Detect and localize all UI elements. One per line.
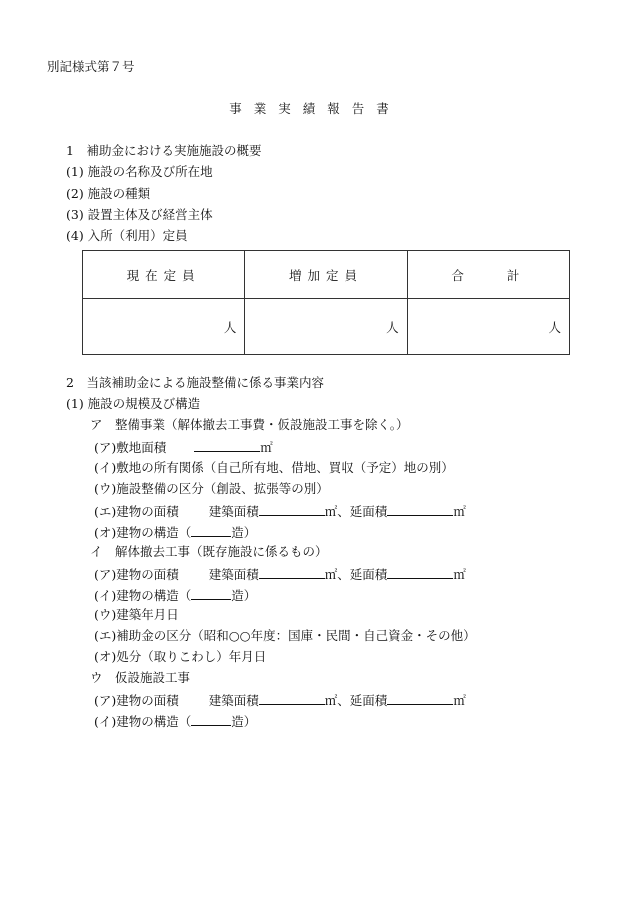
section1-item-1: (1) 施設の名称及び所在地: [66, 164, 213, 179]
i-floor-area-blank: [387, 565, 453, 579]
u-building-area: [94, 691, 466, 709]
a-structure-blank: [191, 523, 231, 537]
section1-item-3: (3) 設置主体及び経営主体: [66, 207, 213, 222]
a-floor-area-blank: [387, 502, 453, 516]
u-building-area-blank: [259, 691, 325, 705]
a-site-area: [94, 438, 273, 456]
header-increased-capacity: 増加定員: [245, 251, 407, 299]
form-number: 別記様式第７号: [47, 59, 135, 74]
a-site-area-blank: [194, 438, 260, 452]
a-structure: [94, 523, 256, 541]
header-current-capacity: 現在定員: [83, 251, 245, 299]
section2-sub1: (1) 施設の規模及び構造: [66, 396, 201, 411]
a-structure-suffix: 造）: [231, 525, 257, 540]
a-structure-label: (オ)建物の構造（: [94, 525, 192, 540]
cell-increased-capacity-unit: 人: [245, 299, 407, 355]
i-floor-area-label: 、延面積: [337, 567, 388, 582]
u-structure: [94, 712, 256, 730]
u-structure-blank: [191, 712, 231, 726]
i-building-area-label: 建築面積: [208, 567, 259, 582]
u-structure-label: (イ)建物の構造（: [94, 714, 192, 729]
i-disposal-date: (オ)処分（取りこわし）年月日: [94, 649, 267, 664]
u-floor-area-unit: ㎡: [453, 693, 466, 708]
document-title: 事業実績報告書: [229, 101, 401, 116]
u-bldg-area-label: (ア)建物の面積: [94, 693, 179, 708]
i-structure-blank: [191, 586, 231, 600]
i-structure-label: (イ)建物の構造（: [94, 588, 192, 603]
i-heading: イ 解体撤去工事（既存施設に係るもの）: [90, 544, 328, 559]
u-floor-area-label: 、延面積: [337, 693, 388, 708]
cell-total-unit: 人: [407, 299, 569, 355]
a-floor-area-unit: ㎡: [453, 504, 466, 519]
section1-item-4: (4) 入所（利用）定員: [66, 228, 188, 243]
section2-heading: 2 当該補助金による施設整備に係る事業内容: [66, 375, 324, 390]
i-floor-area-unit: ㎡: [453, 567, 466, 582]
a-category: (ウ)施設整備の区分（創設、拡張等の別）: [94, 481, 329, 496]
a-building-area-unit: ㎡: [324, 504, 338, 519]
i-built-date: (ウ)建築年月日: [94, 607, 179, 622]
i-building-area-unit: ㎡: [324, 567, 338, 582]
a-floor-area-label: 、延面積: [337, 504, 388, 519]
i-structure: [94, 586, 256, 604]
a-heading: ア 整備事業（解体撤去工事費・仮設施設工事を除く。）: [90, 417, 409, 432]
u-floor-area-blank: [387, 691, 453, 705]
u-heading: ウ 仮設施設工事: [90, 670, 191, 685]
i-bldg-area-label: (ア)建物の面積: [94, 567, 179, 582]
i-subsidy-category: (エ)補助金の区分（昭和○○年度：国庫・民間・自己資金・その他）: [94, 628, 476, 643]
u-building-area-unit: ㎡: [324, 693, 338, 708]
capacity-table: [82, 250, 570, 355]
u-structure-suffix: 造）: [231, 714, 257, 729]
i-building-area: [94, 565, 466, 583]
a-site-area-label: (ア)敷地面積: [94, 440, 167, 455]
cell-current-capacity-unit: 人: [83, 299, 245, 355]
section1-item-2: (2) 施設の種類: [66, 186, 151, 201]
i-building-area-blank: [259, 565, 325, 579]
section1-heading: 1 補助金における実施施設の概要: [66, 143, 262, 158]
a-ownership: (イ)敷地の所有関係（自己所有地、借地、買収（予定）地の別）: [94, 460, 454, 475]
header-total: 合 計: [407, 251, 569, 299]
u-building-area-label: 建築面積: [208, 693, 259, 708]
i-structure-suffix: 造）: [231, 588, 257, 603]
a-building-area: [94, 502, 466, 520]
a-building-area-label: 建築面積: [208, 504, 259, 519]
a-site-area-unit: ㎡: [260, 440, 273, 455]
a-bldg-area-label: (エ)建物の面積: [94, 504, 179, 519]
a-building-area-blank: [259, 502, 325, 516]
